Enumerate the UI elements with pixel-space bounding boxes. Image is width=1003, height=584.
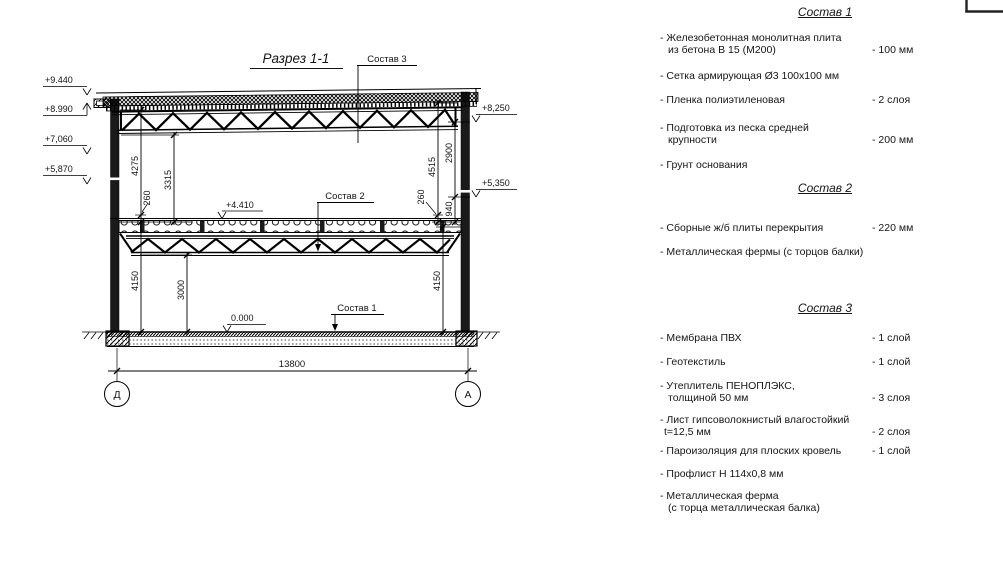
material-text: - Профлист Н 114х0,8 мм: [660, 468, 784, 480]
elevation-4410: +4.410: [226, 200, 254, 210]
material-text: - Пленка полиэтиленовая: [660, 94, 785, 106]
label-sostav-3: Состав 3: [367, 54, 407, 65]
section-title: Состав 2: [797, 181, 853, 195]
material-row: [660, 32, 990, 56]
material-value: - 2 слоя: [872, 94, 911, 106]
right-wall: [460, 92, 470, 332]
section-title: Состав 1: [797, 5, 853, 19]
left-wall: [110, 99, 120, 332]
material-value: - 1 слой: [872, 332, 911, 344]
material-text: - Геотекстиль: [660, 356, 726, 368]
elevation-8250: +8,250: [482, 103, 510, 113]
material-row: [660, 159, 990, 171]
drawing-title: Разрез 1-1: [262, 51, 330, 66]
material-row: [660, 490, 990, 514]
material-row: [660, 468, 990, 480]
material-text: - Мембрана ПВХ: [660, 332, 742, 344]
material-row: [660, 356, 990, 368]
dim-4275: 4275: [130, 155, 140, 177]
dim-3000: 3000: [176, 279, 186, 301]
material-text-line2: крупности: [668, 134, 717, 146]
elevation-0000: 0.000: [231, 313, 254, 323]
roof-assembly: [96, 88, 481, 134]
material-row: [660, 70, 990, 82]
roof-truss: [112, 108, 462, 134]
material-text: - Железобетонная монолитная плита: [660, 32, 842, 44]
material-value: - 1 слой: [872, 356, 911, 368]
floor-truss: [120, 234, 460, 256]
elevation-8990: +8.990: [45, 104, 73, 114]
material-text: - Утеплитель ПЕНОПЛЭКС,: [660, 380, 795, 392]
material-value: - 1 слой: [872, 445, 911, 457]
dim-4150-right: 4150: [432, 270, 442, 292]
axis-label-right: А: [464, 389, 472, 401]
ground-floor: [82, 332, 500, 347]
foundation-right: [456, 331, 477, 346]
material-row: [660, 332, 990, 344]
section-sostav-1: [660, 6, 990, 171]
material-value: - 3 слоя: [872, 392, 911, 404]
material-value: - 100 мм: [872, 44, 914, 56]
dim-2900: 2900: [444, 142, 454, 164]
elevation-9440: +9.440: [45, 75, 73, 85]
material-text: - Металлическая фермы (с торцов балки): [660, 246, 864, 258]
material-row: [660, 94, 990, 106]
dim-3315: 3315: [163, 169, 173, 191]
section-sostav-3: [660, 302, 990, 514]
material-text-line2: толщиной 50 мм: [668, 392, 749, 404]
dim-13800: 13800: [278, 359, 306, 370]
leader-arrow: [315, 244, 321, 252]
axis-label-left: Д: [113, 389, 121, 401]
material-row: [660, 122, 990, 146]
dim-940: 940: [444, 201, 454, 217]
section-title: Состав 3: [797, 301, 853, 315]
material-text: - Сборные ж/б плиты перекрытия: [660, 222, 824, 234]
material-text: - Лист гипсоволокнистый влагостойкий: [660, 414, 850, 426]
material-text: - Пароизоляция для плоских кровель: [660, 445, 842, 457]
axes: [105, 382, 481, 407]
material-text-line2: из бетона В 15 (М200): [668, 44, 776, 56]
material-text: - Подготовка из песка средней: [660, 122, 809, 134]
dim-4515: 4515: [427, 156, 437, 178]
foundation-left: [106, 331, 129, 346]
floor2-assembly: [110, 219, 461, 256]
material-row: [660, 414, 990, 438]
leader-arrow: [332, 324, 338, 331]
elevation-5350: +5,350: [482, 178, 510, 188]
material-value: - 200 мм: [872, 134, 914, 146]
material-row: [660, 380, 990, 404]
elevation-5870: +5,870: [45, 164, 73, 174]
material-value: - 220 мм: [872, 222, 914, 234]
material-row: [660, 222, 990, 234]
label-sostav-1: Состав 1: [337, 303, 377, 314]
section-sostav-2: [660, 182, 990, 258]
dim-260-left: 260: [142, 190, 152, 206]
material-text: - Сетка армирующая Ø3 100х100 мм: [660, 70, 840, 82]
label-sostav-2: Состав 2: [325, 191, 365, 202]
material-text: - Металлическая ферма: [660, 490, 779, 502]
composition-panel: [660, 0, 990, 514]
elevation-7060: +7,060: [45, 134, 73, 144]
material-text-line2: (с торца металлическая балка): [668, 502, 820, 514]
material-row: [660, 246, 990, 258]
material-value: - 2 слоя: [872, 426, 911, 438]
dim-260-right: 260: [416, 189, 426, 205]
dim-4150-left: 4150: [130, 270, 140, 292]
material-row: [660, 445, 990, 457]
material-text: - Грунт основания: [660, 159, 748, 171]
material-text-line2: t=12,5 мм: [664, 426, 711, 438]
